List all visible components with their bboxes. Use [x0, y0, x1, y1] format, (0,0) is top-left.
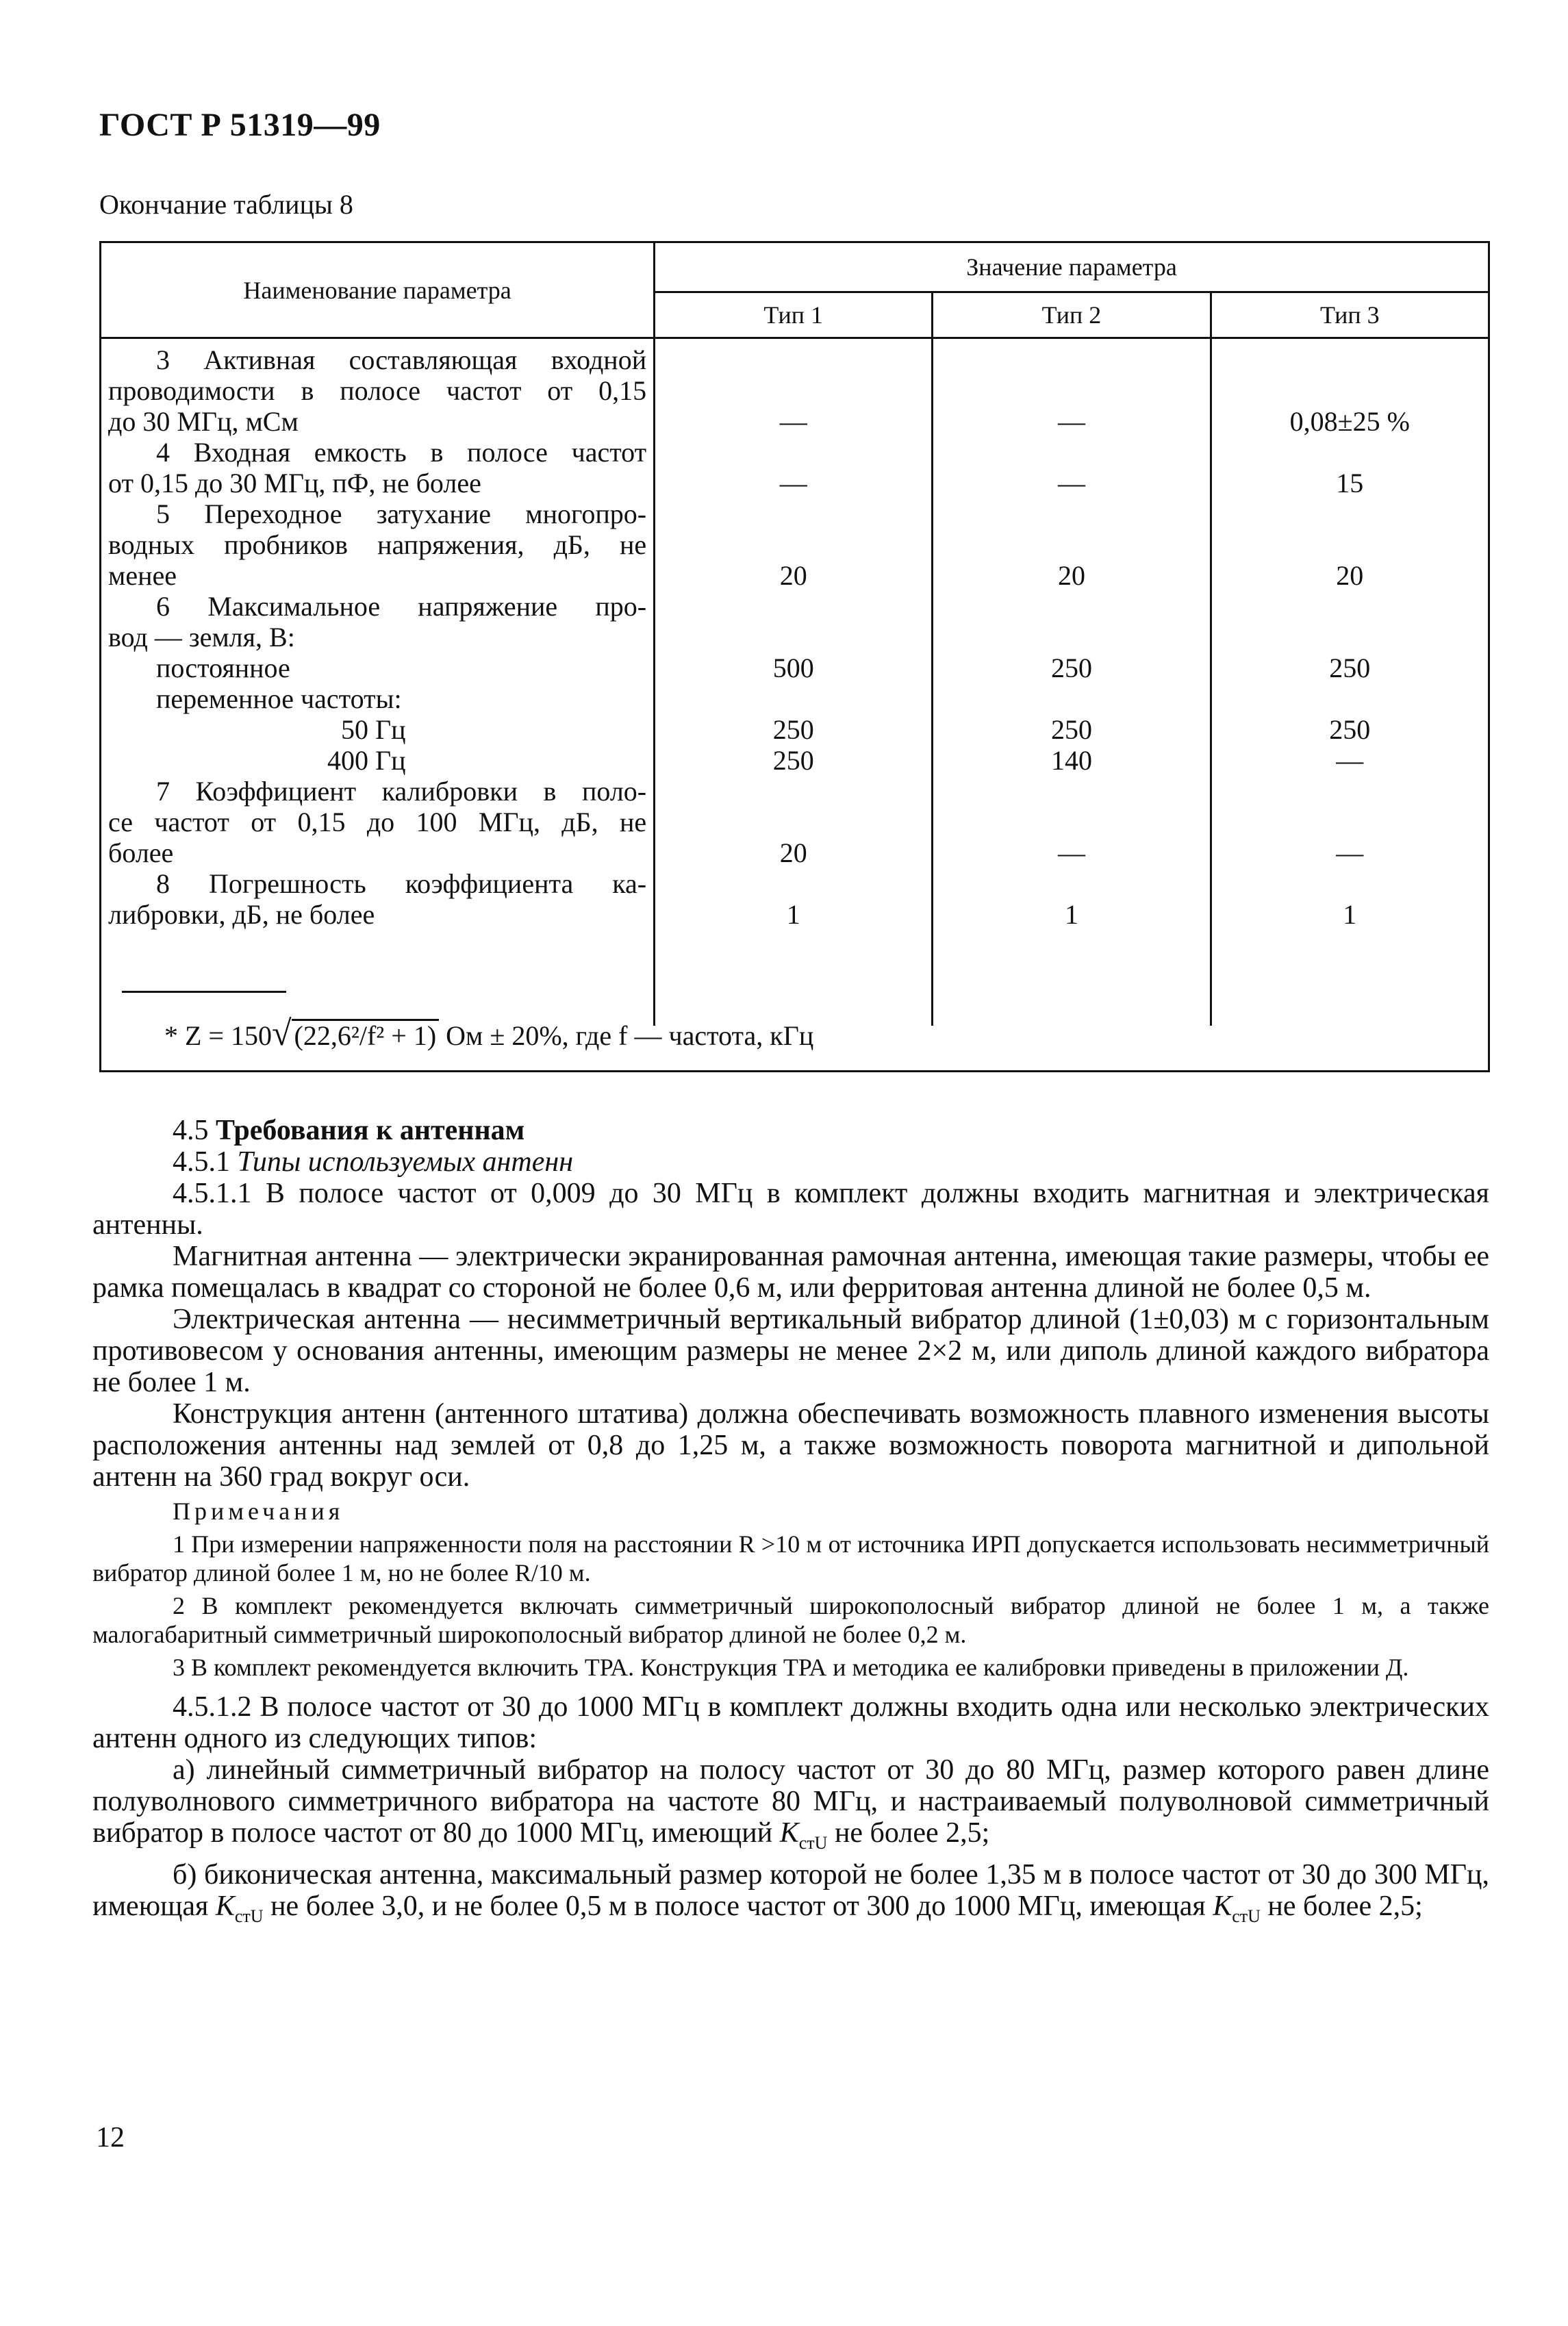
value [933, 683, 1209, 714]
value [1212, 868, 1488, 899]
subsection-title: Типы используемых антенн [237, 1146, 574, 1178]
value [1212, 807, 1488, 837]
name-line: водных пробников напряжения, дБ, не [108, 529, 647, 560]
parameter-names-cell [101, 338, 655, 1026]
value [655, 683, 931, 714]
formula-lead: * Z = 150 [164, 1020, 272, 1051]
value: 250 [1329, 653, 1371, 683]
value: 250 [1050, 714, 1092, 745]
sqrt-sign: √ [272, 1014, 292, 1053]
value [933, 437, 1209, 468]
value [655, 807, 931, 837]
value [1212, 622, 1488, 653]
value [1212, 344, 1488, 375]
value: — [1057, 406, 1085, 437]
value: — [1336, 745, 1364, 776]
note-3: 3 В комплект рекомендуется включить ТРА. Конструкция ТРА и методика ее калибровки приведены в приложении Д. [173, 1654, 1409, 1681]
note-2: 2 В комплект рекомендуется включать симметричный широкополосный вибратор длиной не более 1 м, а также малогабаритный симметричный широкополосный вибратор длиной не более 0,2 м. [92, 1592, 1489, 1648]
section-heading-number: 4.5 [173, 1115, 209, 1146]
type2-values-cell [933, 338, 1211, 1026]
name-line: вод — земля, В: [108, 622, 295, 653]
column-header-type3: Тип 3 [1211, 292, 1489, 338]
name-line: проводимости в полосе частот от 0,15 [108, 375, 647, 406]
value: — [1057, 468, 1085, 498]
value [1212, 498, 1488, 529]
value: 0,08±25 % [1289, 406, 1410, 437]
value [933, 591, 1209, 622]
value: — [1336, 837, 1364, 868]
column-header-value: Значение параметра [655, 242, 1489, 292]
value [933, 498, 1209, 529]
value [933, 344, 1209, 375]
value: 250 [772, 714, 814, 745]
type3-values-cell [1211, 338, 1489, 1026]
value [655, 344, 931, 375]
column-header-name: Наименование параметра [101, 242, 655, 338]
k-symbol: $K_{стU}$ [215, 1891, 264, 1926]
name-line: до 30 МГц, мСм [108, 406, 299, 437]
value [1212, 375, 1488, 406]
formula-tail: Ом ± 20%, где f — частота, кГц [446, 1020, 814, 1051]
paragraph-4-5-1-1: 4.5.1.1 В полосе частот от 0,009 до 30 МГц в комплект должны входить магнитная и электрическая антенны. [92, 1178, 1489, 1241]
item-a-text: а) линейный симметричный вибратор на полосу частот от 30 до 80 МГц, размер которого равен длине полуволнового симметричного вибратора на частоте 80 МГц, и настраиваемый полуволновой симметричный вибратор в полосе частот от 80 до 1000 МГц, имеющий [92, 1754, 1489, 1849]
name-line: 3 Активная составляющая входной [156, 344, 647, 375]
value: 20 [1336, 560, 1364, 591]
k-symbol: $K_{стU}$ [1213, 1891, 1261, 1926]
name-line: либровки, дБ, не более [108, 899, 375, 930]
section-heading [92, 1115, 1489, 1146]
name-line: постоянное [156, 653, 290, 683]
name-line: 6 Максимальное напряжение про- [156, 591, 647, 622]
value [1212, 776, 1488, 807]
value [933, 868, 1209, 899]
value [655, 437, 931, 468]
paragraph-4-5-1-2: 4.5.1.2 В полосе частот от 30 до 1000 МГц в комплект должны входить одна или несколько электрических антенн одного из следующих типов: [92, 1691, 1489, 1754]
value: 15 [1336, 468, 1364, 498]
value: 20 [779, 837, 807, 868]
value [655, 868, 931, 899]
name-line: се частот от 0,15 до 100 МГц, дБ, не [108, 807, 647, 837]
type1-values-cell [655, 338, 933, 1026]
value: 250 [1050, 653, 1092, 683]
name-line: 8 Погрешность коэффициента ка- [156, 868, 647, 899]
name-line: менее [108, 560, 177, 591]
value: 1 [1064, 899, 1078, 930]
name-line: 5 Переходное затухание многопро- [156, 498, 647, 529]
subsection-number: 4.5.1 [173, 1146, 230, 1178]
note-1: 1 При измерении напряженности поля на расстоянии R >10 м от источника ИРП допускается использовать несимметричный вибратор длиной более 1 м, но не более R/10 м. [92, 1530, 1489, 1587]
k-symbol: $K_{стU}$ [779, 1817, 828, 1853]
value [655, 591, 931, 622]
item-a-tail: не более 2,5; [834, 1817, 990, 1849]
notes-title: Примечания [173, 1497, 344, 1525]
paragraph-antenna-construction: Конструкция антенн (антенного штатива) должна обеспечивать возможность плавного изменения высоты расположения антенны над землей от 0,8 до 1,25 м, а также возможность поворота магнитной и дипольной антенн на 360 град вокруг оси. [92, 1398, 1489, 1493]
value [655, 529, 931, 560]
section-heading-text: Требования к антеннам [216, 1115, 525, 1146]
value [1212, 437, 1488, 468]
name-line: более [108, 837, 174, 868]
name-line: 50 Гц [341, 714, 406, 745]
section-body [92, 1115, 1489, 1932]
item-b-text: б) биконическая антенна, максимальный размер которой не более 1,35 м в полосе частот от 30 до 300 МГц, имеющая [92, 1859, 1489, 1922]
value: 20 [1057, 560, 1085, 591]
value: 20 [779, 560, 807, 591]
value: 1 [786, 899, 800, 930]
paragraph-magnetic-antenna: Магнитная антенна — электрически экранированная рамочная антенна, имеющая такие размеры, чтобы ее рамка помещалась в квадрат со стороной не более 0,6 м, или ферритовая антенна длиной не более 0,5 м. [92, 1241, 1489, 1304]
name-line: от 0,15 до 30 МГц, пФ, не более [108, 468, 481, 498]
value [1212, 683, 1488, 714]
column-header-type1: Тип 1 [655, 292, 933, 338]
value [1212, 591, 1488, 622]
notes-block [92, 1497, 1489, 1682]
value: — [779, 406, 807, 437]
value: — [1057, 837, 1085, 868]
item-a [92, 1754, 1489, 1859]
item-b-middle: не более 3,0, и не более 0,5 м в полосе частот от 300 до 1000 МГц, имеющая [270, 1891, 1206, 1922]
name-line: 7 Коэффициент калибровки в поло- [156, 776, 647, 807]
value: — [779, 468, 807, 498]
subsection-heading [92, 1146, 1489, 1178]
name-line: переменное частоты: [156, 683, 402, 714]
formula-radicand: (22,6²/f² + 1) [292, 1019, 440, 1051]
table-caption: Окончание таблицы 8 [99, 189, 353, 220]
value: 250 [1329, 714, 1371, 745]
value [655, 375, 931, 406]
value [933, 529, 1209, 560]
value: 1 [1343, 899, 1357, 930]
value: 500 [772, 653, 814, 683]
parameters-table [99, 241, 1490, 1026]
paragraph-electric-antenna: Электрическая антенна — несимметричный вертикальный вибратор длиной (1±0,03) м с горизонтальным противовесом у основания антенны, имеющим размеры не менее 2×2 м, или диполь длиной каждого вибратора не более 1 м. [92, 1304, 1489, 1398]
value [933, 375, 1209, 406]
value [933, 622, 1209, 653]
value [933, 807, 1209, 837]
value: 140 [1050, 745, 1092, 776]
footnote-rule [122, 991, 286, 993]
value [1212, 529, 1488, 560]
name-line: 4 Входная емкость в полосе частот [156, 437, 647, 468]
footnote-formula [164, 1013, 813, 1054]
value [655, 498, 931, 529]
item-b-tail: не более 2,5; [1267, 1891, 1423, 1922]
name-line: 400 Гц [327, 745, 406, 776]
value: 250 [772, 745, 814, 776]
item-b [92, 1859, 1489, 1932]
page-number: 12 [96, 2122, 125, 2153]
value [933, 776, 1209, 807]
column-header-type2: Тип 2 [933, 292, 1211, 338]
value [655, 622, 931, 653]
document-header: ГОСТ Р 51319—99 [99, 107, 381, 143]
value [655, 776, 931, 807]
